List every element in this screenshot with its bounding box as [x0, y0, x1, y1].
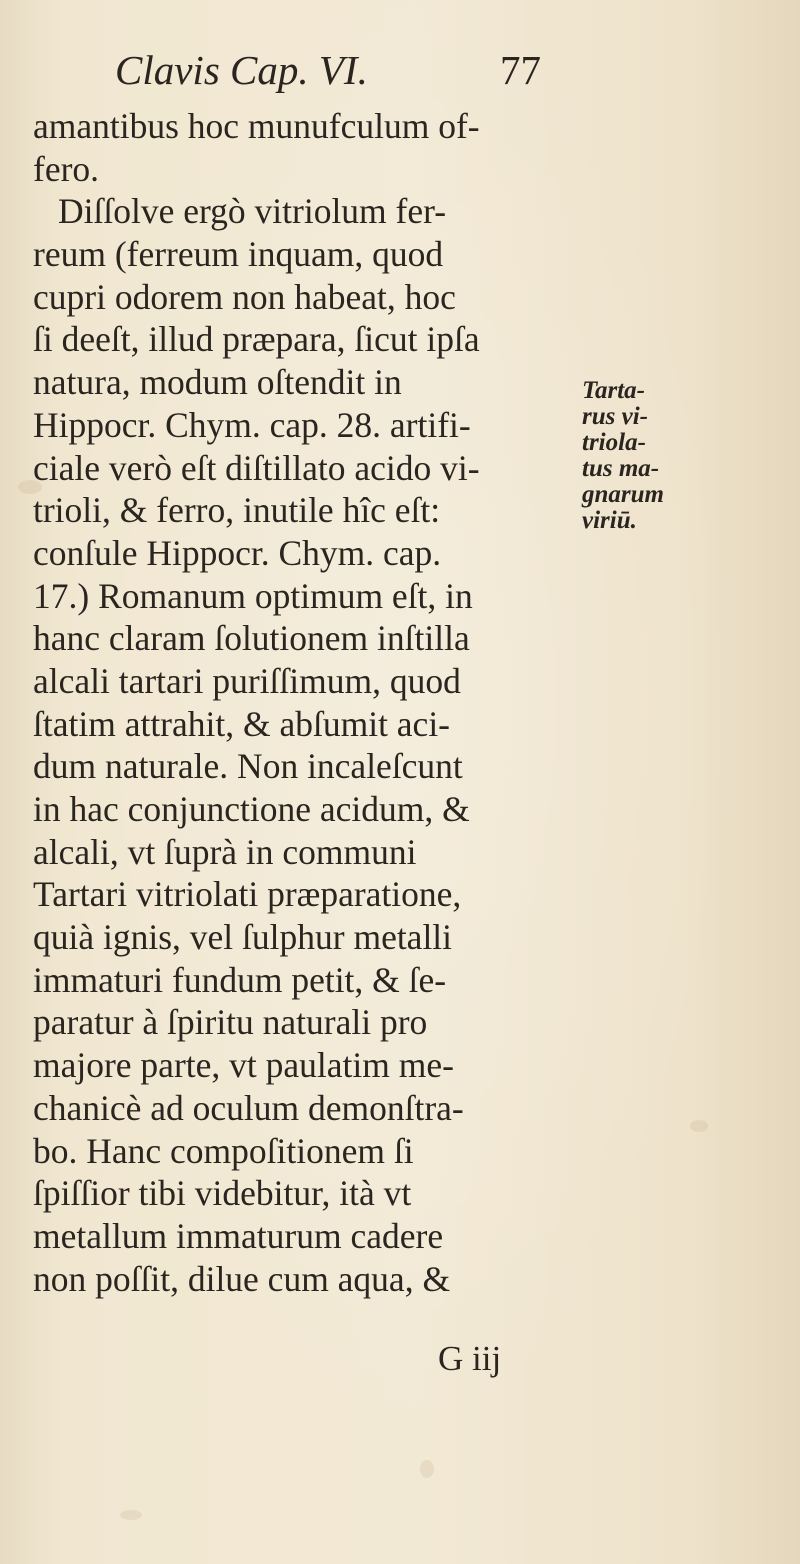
text-line: bo. Hanc compoſitionem ſi: [33, 1130, 414, 1171]
margin-note-line: gnarum: [582, 481, 664, 508]
text-line: fero.: [33, 148, 100, 189]
text-line: cupri odorem non habeat, hoc: [33, 276, 456, 317]
text-line: ciale verò eſt diſtillato acido vi-: [33, 447, 480, 488]
margin-note-line: rus vi-: [582, 403, 648, 430]
text-line: alcali, vt ſuprà in communi: [33, 831, 417, 872]
text-line: dum naturale. Non incaleſcunt: [33, 746, 463, 787]
paper-stain: [690, 1120, 708, 1132]
text-line: paratur à ſpiritu naturali pro: [33, 1002, 428, 1043]
text-line: ſpiſſior tibi videbitur, ità vt: [33, 1173, 412, 1214]
signature-mark: G iij: [438, 1339, 502, 1378]
margin-note-line: tus ma-: [582, 455, 660, 482]
text-line: in hac conjunctione acidum, &: [33, 789, 470, 829]
paper-stain: [420, 1460, 434, 1478]
page-number: 77: [500, 47, 541, 93]
text-line: natura, modum oſtendit in: [33, 362, 402, 403]
text-line: Hippocr. Chym. cap. 28. artifi-: [33, 404, 471, 445]
text-line: metallum immaturum cadere: [33, 1215, 444, 1256]
text-line: amantibus hoc munufculum of-: [33, 106, 480, 146]
margin-note-line: Tarta-: [582, 377, 645, 404]
text-line: ſi deeſt, illud præpara, ſicut ipſa: [33, 319, 480, 360]
text-line: hanc claram ſolutionem inſtilla: [33, 618, 470, 659]
text-line: non poſſit, dilue cum aqua, &: [33, 1258, 451, 1299]
main-text-block: [33, 105, 578, 1300]
text-line: Tartari vitriolati præparatione,: [33, 874, 462, 915]
running-title: Clavis Cap. VI.: [115, 47, 368, 93]
margin-note-line: viriū.: [582, 507, 637, 534]
text-line: reum (ferreum inquam, quod: [33, 234, 444, 275]
text-line: alcali tartari puriſſimum, quod: [33, 660, 461, 701]
text-line: majore parte, vt paulatim me-: [33, 1045, 454, 1086]
margin-note: [582, 378, 800, 534]
text-line: ſtatim attrahit, & abſumit aci-: [33, 703, 451, 744]
paper-stain: [120, 1510, 142, 1520]
text-line: quià ignis, vel ſulphur metalli: [33, 917, 453, 958]
text-line: Diſſolve ergò vitriolum fer-: [58, 191, 447, 232]
text-line: chanicè ad oculum demonſtra-: [33, 1087, 464, 1128]
page-header: [115, 40, 595, 100]
margin-note-line: triola-: [582, 429, 646, 456]
text-line: conſule Hippocr. Chym. cap.: [33, 532, 442, 573]
text-line: immaturi fundum petit, & ſe-: [33, 959, 447, 1000]
text-line: trioli, & ferro, inutile hîc eſt:: [33, 490, 441, 531]
text-line: 17.) Romanum optimum eſt, in: [33, 575, 473, 616]
